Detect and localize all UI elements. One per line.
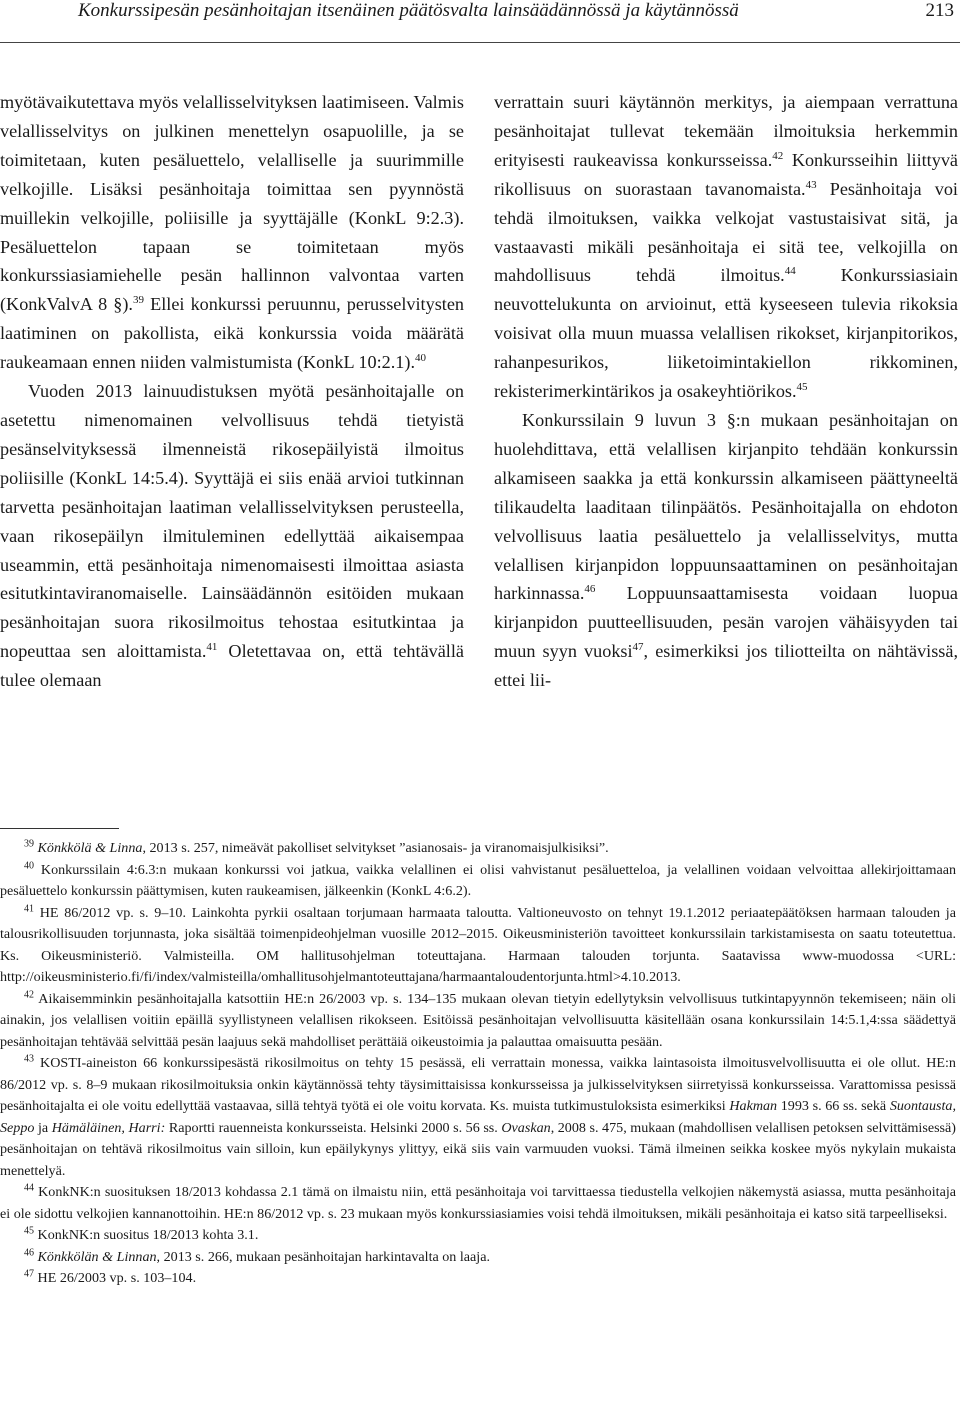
footnote: $^{39}$ Könkkölä & Linna, 2013 s. 257, nimeävät pakolliset selvitykset ”asianosais- ja viranomaisjulkisiksi”. bbox=[24, 838, 609, 856]
left-column bbox=[0, 88, 464, 695]
footnote-ref[interactable]: 44 bbox=[784, 265, 796, 278]
footnote-ref[interactable]: 41 bbox=[206, 641, 218, 654]
paragraph: Konkurssilain 9 luvun 3 §:n mukaan pesänhoitajan on huolehdittava, että velallisen kirjanpito tehdään konkurssin alkamiseen saakka ja että konkurssin alkamiseen päättyneeltä tilikaudelta laaditaan tilinpäätös. Pesänhoitajalla on ehdoton velvollisuus laatia pesäluettelo ja velallisselvitys, mutta velallisen kirjanpidon loppuunsaattaminen on pesänhoitajan harkinnassa.$^{46}$ Loppuunsaattamisesta voidaan luopua kirjanpidon puutteellisuuden, pesän varojen vähäisyyden tai muun syyn vuoksi$^{47}$, esimerkiksi jos tiliotteilta on nähtävissä, ettei lii- bbox=[494, 409, 958, 691]
running-title: Konkurssipesän pesänhoitajan itsenäinen päätösvalta lainsäädännössä ja käytännössä bbox=[78, 0, 739, 21]
footnote: $^{41}$ HE 86/2012 vp. s. 9–10. Lainkohta pyrkii osaltaan torjumaan harmaata taloutta. Valtioneuvosto on tehnyt 19.1.2012 periaatepäätöksen harmaan talouden ja talousrikollisuuden torjunnasta, joka sisältää toimenpideohjelman vuosille 2012–2015. Oikeusministeriön tavoitteet konkurssilain tarkistamisesta on saatu toteutettua. Ks. Oikeusministeriö. Valmisteilla. OM hallitusohjelman toteuttajana. Harmaan talouden torjunta. Saatavissa www-muodossa <URL: http://oikeusministerio.fi/fi/index/valmisteilla/omhallitusohjelmantoteuttajana/harmaantaloudentorjunta.html>4.10.2013. bbox=[0, 902, 956, 985]
footnote: $^{42}$ Aikaisemminkin pesänhoitajalla katsottiin HE:n 26/2003 vp. s. 134–135 mukaan olevan tietyin edellytyksin velvollisuus tutkintapyynnön tekemiseen; näin oli ainakin, jos velallisen voitiin epäillä syyllistyneen velallisen rikokseen. Esitöissä pesänhoitajan velvollisuutta käsitellään osana konkurssilain 14:5.1,4:ssa säädettyä pesänhoitajan tehtävää selvittää pesän laajuus sekä mahdolliset perättäiä oikeustoimia ja palauttaa omaisuutta pesään. bbox=[0, 988, 956, 1050]
footnote: $^{46}$ Könkkölän & Linnan, 2013 s. 266, mukaan pesänhoitajan harkintavalta on laaja. bbox=[24, 1246, 491, 1265]
footnote-ref[interactable]: 43 bbox=[805, 178, 817, 191]
footnote-ref[interactable]: 46 bbox=[584, 583, 596, 596]
footnote: $^{44}$ KonkNK:n suosituksen 18/2013 kohdassa 2.1 tämä on ilmaistu niin, että pesänhoitaja voi tarvittaessa tiedustella velkojien näkemystä asiassa, mutta pesänhoitaja ei ole sidottu velkojien kannanottoihin. HE:n 86/2012 vp. s. 23 mukaan myös konkurssiasiamies voisi tehdä ilmoituksen, mikäli pesänhoitaja ei katso sitä tarpeelliseksi. bbox=[0, 1182, 956, 1222]
footnote-ref[interactable]: 42 bbox=[772, 149, 784, 162]
page-header bbox=[0, 0, 960, 43]
page-number: 213 bbox=[925, 0, 954, 21]
footnote-ref[interactable]: 39 bbox=[132, 294, 144, 307]
footnotes bbox=[0, 838, 956, 1290]
footnote: $^{47}$ HE 26/2003 vp. s. 103–104. bbox=[24, 1268, 197, 1286]
paragraph: Vuoden 2013 lainuudistuksen myötä pesänhoitajalle on asetettu nimenomainen velvollisuus tehdä tietyistä pesänselvityksessä ilmenneistä rikosepäilyistä ilmoitus poliisille (KonkL 14:5.4). Syyttäjä ei siis enää arvioi tutkinnan tarvetta pesänhoitajan laatiman velallisselvityksen perusteella, vaan rikosepäilyn ilmituleminen edellyttää aikaisempaa useammin, että pesänhoitaja nimenomaisesti ilmoittaa asiasta esitutkintaviranomaiselle. Lainsäädännön esitöiden mukaan pesänhoitajan suora rikosilmoitus tehostaa esitutkintaa ja nopeuttaa sen aloittamista.$^{41}$ Oletettavaa on, että tehtävällä tulee olemaan bbox=[0, 381, 464, 691]
footnote-ref[interactable]: 45 bbox=[796, 381, 808, 393]
footnote: $^{43}$ KOSTI-aineiston 66 konkurssipesästä rikosilmoitus on tehty 15 pesässä, eli verrattain monessa, vaikka laintasoista ilmoitusvelvollisuutta ei ole ollut. HE:n 86/2012 vp. s. 8–9 mukaan rikosilmoituksia onkin käytännössä tehty täysimittaisissa konkursseissa ja julkisselvityksen siirretyissä konkursseissa. Varattomissa pesissä pesänhoitajalta ei ole voitu edellyttää vastaavaa, sillä tehtyä työtä ei ole voitu korvata. Ks. muista tutkimustuloksista esimerkiksi Hakman 1993 s. 66 ss. sekä Suontausta, Seppo ja Hämäläinen, Harri: Raportti rauenneista konkursseista. Helsinki 2000 s. 56 ss. Ovaskan, 2008 s. 475, mukaan (mahdollisen velallisen petoksen selvittämisessä) pesänhoitajan on tehtävä rikosilmoitus vain silloin, kun epäilykynys ylittyy, eikä siis vain varmuuden vuoksi. Tämä ilmeinen seikka koskee myös nykylain mukaista menettelyä. bbox=[0, 1053, 956, 1179]
paragraph: myötävaikutettava myös velallisselvityksen laatimiseen. Valmis velallisselvitys on julkinen menettelyn osapuolille, ja se toimitetaan, kuten pesäluettelo, velalliselle ja suurimmille velkojille. Lisäksi pesänhoitaja toimittaa sen pyynnöstä muillekin velkojille, poliisille ja syyttäjälle (KonkL 9:2.3). Pesäluettelon tapaan se toimitetaan myös konkurssiasiamiehelle pesän hallinnon valvontaa varten (KonkValvA 8 §).$^{39}$ Ellei konkurssi peruunnu, perusselvitysten laatiminen on pakollista, eikä konkurssia voida määrätä raukeamaan ennen niiden valmistumista (KonkL 10:2.1).$^{40}$ bbox=[0, 92, 464, 373]
footnote: $^{40}$ Konkurssilain 4:6.3:n mukaan konkurssi voi jatkua, vaikka velallinen ei olisi vahvistanut pesäluetteloa, ja velallinen voidaan velvoittaa allekirjoittamaan pesäluettelo konkurssin päättymisen, kuten raukeamisen, jälkeenkin (KonkL 4:6.2). bbox=[0, 859, 957, 899]
paragraph: verrattain suuri käytännön merkitys, ja aiempaan verrattuna pesänhoitajat tullevat tekemään ilmoituksia herkemmin erityisesti raukeavissa konkursseissa.$^{42}$ Konkursseihin liittyvä rikollisuus on suorastaan tavanomaista.$^{43}$ Pesänhoitaja voi tehdä ilmoituksen, vaikka velkojat vastustaisivat sitä, ja vastaavasti mikäli pesänhoitaja ei sitä tee, velkojilla on mahdollisuus tehdä ilmoitus.$^{44}$ Konkurssiasiain neuvottelukunta on arvioinut, että kyseeseen tulevia rikoksia voisivat olla muun muassa velallisen rikokset, kirjanpitorikos, rahanpesurikos, liiketoimintakiellon rikkominen, rekisterimerkintärikos ja osakeyhtiörikos.$^{45}$ bbox=[494, 92, 958, 402]
footnote: $^{45}$ KonkNK:n suositus 18/2013 kohta 3.1. bbox=[24, 1225, 259, 1243]
footnote-divider bbox=[0, 828, 119, 829]
footnote-ref[interactable]: 40 bbox=[415, 352, 426, 365]
footnote-ref[interactable]: 47 bbox=[632, 641, 644, 654]
right-column bbox=[494, 88, 958, 695]
